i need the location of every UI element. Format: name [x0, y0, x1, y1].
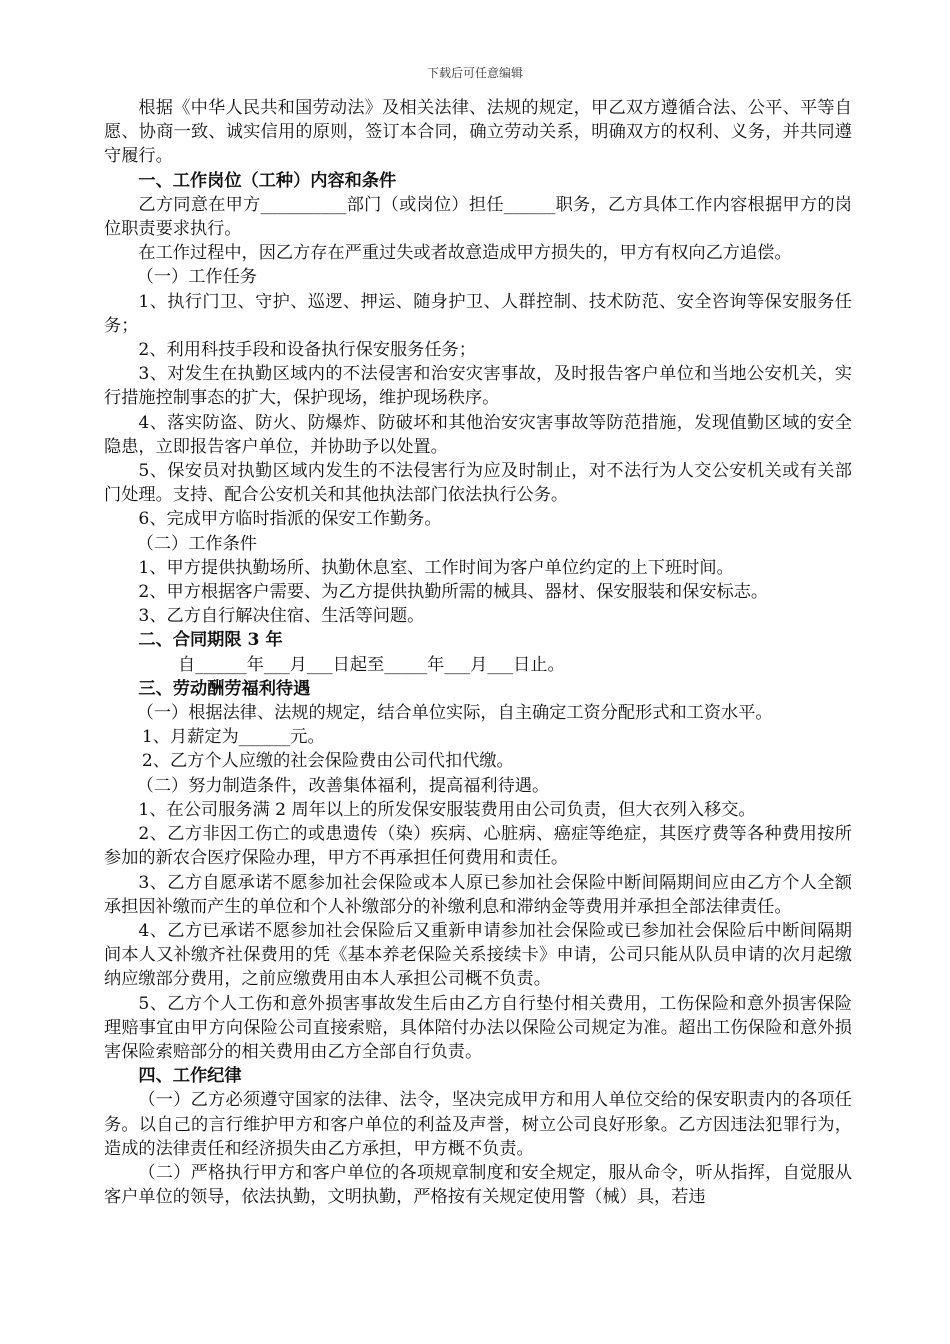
section-heading: 一、工作岗位（工种）内容和条件	[138, 170, 397, 191]
paragraph: 3、乙方自愿承诺不愿参加社会保险或本人原已参加社会保险中断间隔期间应由乙方个人全额承担因补缴而产生的单位和个人补缴部分的补缴利息和滞纳金等费用并承担全部法律责任。	[104, 872, 852, 917]
section-heading: 三、劳动酬劳福利待遇	[138, 678, 311, 699]
paragraph: 1、执行门卫、守护、巡逻、押运、随身护卫、人群控制、技术防范、安全咨询等保安服务任务；	[104, 291, 852, 336]
paragraph: 5、乙方个人工伤和意外损害事故发生后由乙方自行垫付相关费用，工伤保险和意外损害保险理赔事宜由甲方向保险公司直接索赔，具体陪付办法以保险公司规定为准。超出工伤保险和意外损害保险索赔部分的相关费用由乙方全部自行负责。	[104, 993, 852, 1062]
paragraph: 2、利用科技手段和设备执行保安服务任务；	[138, 340, 476, 361]
paragraph: 2、乙方个人应缴的社会保险费由公司代扣代缴。	[141, 751, 514, 772]
section-heading: 四、工作纪律	[138, 1066, 242, 1087]
paragraph: 乙方同意在甲方__________部门（或岗位）担任______职务，乙方具体工作内容根据甲方的岗位职责要求执行。	[104, 194, 852, 240]
section-heading: 二、合同期限 3 年	[138, 630, 283, 651]
paragraph: 2、甲方根据客户需要、为乙方提供执勤所需的械具、器材、保安服装和保安标志。	[138, 582, 769, 603]
paragraph: 1、在公司服务满 2 周年以上的所发保安服装费用由公司负责，但大衣列入移交。	[138, 799, 756, 820]
paragraph: （二）严格执行甲方和客户单位的各项规章制度和安全规定，服从命令，听从指挥，自觉服从客户单位的领导，依法执勤，文明执勤，严格按有关规定使用警（械）具，若违	[104, 1162, 852, 1208]
paragraph: 2、乙方非因工伤亡的或患遗传（染）疾病、心脏病、癌症等绝症，其医疗费等各种费用按所参加的新农合医疗保险办理，甲方不再承担任何费用和责任。	[104, 824, 852, 869]
paragraph: 3、对发生在执勤区域内的不法侵害和治安灾害事故，及时报告客户单位和当地公安机关，实行措施控制事态的扩大，保护现场，维护现场秩序。	[104, 364, 852, 409]
paragraph: 自______年___月___日起至_____年___月___日止。	[177, 654, 565, 675]
paragraph: 5、保安员对执勤区域内发生的不法侵害行为应及时制止，对不法行为人交公安机关或有关部门处理。支持、配合公安机关和其他执法部门依法执行公务。	[104, 461, 852, 506]
paragraph: 4、乙方已承诺不愿参加社会保险后又重新申请参加社会保险或已参加社会保险后中断间隔期间本人又补缴齐社保费用的凭《基本养老保险关系接续卡》申请，公司只能从队员申请的次月起缴纳应缴部分费用，之前应缴费用由本人承担公司概不负责。	[104, 920, 852, 990]
contract-body	[104, 96, 852, 1209]
paragraph: （二）努力制造条件，改善集体福利，提高福利待遇。	[136, 775, 550, 796]
page-header: 下载后可任意编辑	[426, 66, 523, 80]
paragraph: 根据《中华人民共和国劳动法》及相关法律、法规的规定，甲乙双方遵循合法、公平、平等自愿、协商一致、诚实信用的原则，签订本合同，确立劳动关系，明确双方的权利、义务，并共同遵守履行。	[104, 98, 852, 167]
paragraph: （二）工作条件	[136, 533, 257, 554]
paragraph: （一）工作任务	[136, 267, 257, 288]
paragraph: 4、落实防盗、防火、防爆炸、防破坏和其他治安灾害事故等防范措施，发现值勤区域的安全隐患，立即报告客户单位，并协助予以处置。	[104, 412, 852, 457]
paragraph: 3、乙方自行解决住宿、生活等问题。	[138, 606, 425, 627]
paragraph: 1、甲方提供执勤场所、执勤休息室、工作时间为客户单位约定的上下班时间。	[138, 557, 734, 578]
paragraph: 1、月薪定为______元。	[141, 727, 325, 748]
paragraph: （一）根据法律、法规的规定，结合单位实际，自主确定工资分配形式和工资水平。	[136, 703, 773, 724]
paragraph: 6、完成甲方临时指派的保安工作勤务。	[138, 509, 442, 530]
paragraph: 在工作过程中，因乙方存在严重过失或者故意造成甲方损失的，甲方有权向乙方追偿。	[138, 243, 792, 264]
paragraph: （一）乙方必须遵守国家的法律、法令，坚决完成甲方和用人单位交给的保安职责内的各项任务。以自己的言行维护甲方和客户单位的利益及声誉，树立公司良好形象。乙方因违法犯罪行为，造成的法律责任和经济损失由乙方承担，甲方概不负责。	[104, 1090, 852, 1159]
